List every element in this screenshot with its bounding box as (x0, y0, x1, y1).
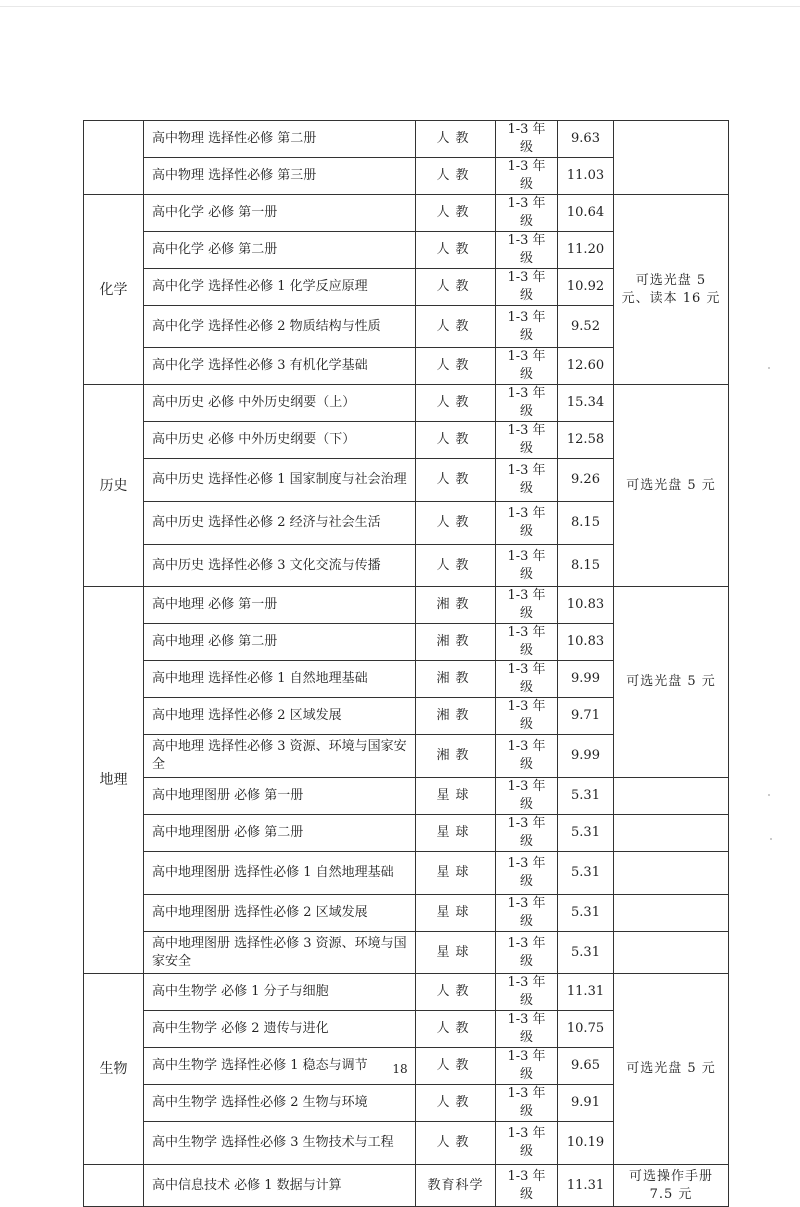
grade: 1-3 年级 (496, 385, 558, 422)
publisher: 湘教 (416, 661, 496, 698)
note-cell-empty (614, 778, 729, 815)
book-title: 高中生物学 必修 1 分子与细胞 (144, 974, 416, 1011)
book-title: 高中化学 选择性必修 3 有机化学基础 (144, 348, 416, 385)
grade: 1-3 年级 (496, 269, 558, 306)
price: 11.03 (558, 158, 614, 195)
price: 5.31 (558, 895, 614, 932)
price: 12.60 (558, 348, 614, 385)
price: 9.99 (558, 661, 614, 698)
subject-cell: 历史 (84, 385, 144, 587)
book-title: 高中历史 选择性必修 2 经济与社会生活 (144, 502, 416, 545)
price: 5.31 (558, 815, 614, 852)
grade: 1-3 年级 (496, 624, 558, 661)
grade: 1-3 年级 (496, 348, 558, 385)
price: 10.19 (558, 1122, 614, 1165)
grade: 1-3 年级 (496, 1122, 558, 1165)
price: 5.31 (558, 778, 614, 815)
price: 5.31 (558, 852, 614, 895)
publisher: 人教 (416, 121, 496, 158)
grade: 1-3 年级 (496, 1165, 558, 1207)
publisher: 人教 (416, 232, 496, 269)
note-cell-empty (614, 932, 729, 974)
book-title: 高中物理 选择性必修 第二册 (144, 121, 416, 158)
price: 8.15 (558, 545, 614, 587)
grade: 1-3 年级 (496, 502, 558, 545)
grade: 1-3 年级 (496, 158, 558, 195)
publisher: 星球 (416, 852, 496, 895)
grade: 1-3 年级 (496, 895, 558, 932)
book-title: 高中化学 选择性必修 2 物质结构与性质 (144, 306, 416, 348)
table-row (84, 778, 729, 815)
price: 10.83 (558, 624, 614, 661)
book-title: 高中生物学 选择性必修 1 稳态与调节 (144, 1048, 416, 1085)
book-title: 高中历史 必修 中外历史纲要（下） (144, 422, 416, 459)
publisher: 人教 (416, 545, 496, 587)
grade: 1-3 年级 (496, 815, 558, 852)
price: 9.99 (558, 735, 614, 778)
note-cell-empty (614, 895, 729, 932)
book-title: 高中信息技术 必修 1 数据与计算 (144, 1165, 416, 1207)
scan-speck (768, 367, 770, 369)
price: 8.15 (558, 502, 614, 545)
publisher: 湘教 (416, 698, 496, 735)
subject-cell (84, 1165, 144, 1207)
grade: 1-3 年级 (496, 545, 558, 587)
publisher: 人教 (416, 1048, 496, 1085)
table-row (84, 852, 729, 895)
grade: 1-3 年级 (496, 121, 558, 158)
subject-cell: 化学 (84, 195, 144, 385)
note-cell: 可选光盘 5 元 (614, 974, 729, 1165)
price: 10.75 (558, 1011, 614, 1048)
grade: 1-3 年级 (496, 778, 558, 815)
note-cell (614, 121, 729, 195)
publisher: 人教 (416, 1085, 496, 1122)
note-cell: 可选光盘 5 元 (614, 385, 729, 587)
publisher: 人教 (416, 422, 496, 459)
book-title: 高中地理 选择性必修 2 区域发展 (144, 698, 416, 735)
price: 9.91 (558, 1085, 614, 1122)
publisher: 人教 (416, 195, 496, 232)
table-row (84, 195, 729, 232)
grade: 1-3 年级 (496, 661, 558, 698)
book-title: 高中地理图册 选择性必修 2 区域发展 (144, 895, 416, 932)
price: 9.52 (558, 306, 614, 348)
note-cell-empty (614, 852, 729, 895)
price: 5.31 (558, 932, 614, 974)
book-title: 高中化学 必修 第二册 (144, 232, 416, 269)
price: 10.92 (558, 269, 614, 306)
book-title: 高中历史 必修 中外历史纲要（上） (144, 385, 416, 422)
price: 15.34 (558, 385, 614, 422)
book-title: 高中化学 必修 第一册 (144, 195, 416, 232)
grade: 1-3 年级 (496, 587, 558, 624)
publisher: 人教 (416, 974, 496, 1011)
price: 9.63 (558, 121, 614, 158)
grade: 1-3 年级 (496, 422, 558, 459)
book-title: 高中地理 选择性必修 3 资源、环境与国家安全 (144, 735, 416, 778)
grade: 1-3 年级 (496, 1085, 558, 1122)
note-cell: 可选操作手册 7.5 元 (614, 1165, 729, 1207)
grade: 1-3 年级 (496, 852, 558, 895)
table-row (84, 587, 729, 624)
table-row (84, 385, 729, 422)
subject-cell: 生物 (84, 974, 144, 1165)
price: 11.31 (558, 974, 614, 1011)
publisher: 人教 (416, 158, 496, 195)
publisher: 星球 (416, 778, 496, 815)
grade: 1-3 年级 (496, 698, 558, 735)
subject-cell (84, 121, 144, 195)
book-title: 高中历史 选择性必修 3 文化交流与传播 (144, 545, 416, 587)
grade: 1-3 年级 (496, 232, 558, 269)
book-title: 高中地理图册 选择性必修 1 自然地理基础 (144, 852, 416, 895)
book-title: 高中地理图册 必修 第一册 (144, 778, 416, 815)
price: 9.71 (558, 698, 614, 735)
grade: 1-3 年级 (496, 195, 558, 232)
grade: 1-3 年级 (496, 735, 558, 778)
table-row (84, 895, 729, 932)
table-row (84, 121, 729, 158)
price: 9.65 (558, 1048, 614, 1085)
price: 10.83 (558, 587, 614, 624)
publisher: 湘教 (416, 735, 496, 778)
book-title: 高中生物学 选择性必修 2 生物与环境 (144, 1085, 416, 1122)
grade: 1-3 年级 (496, 459, 558, 502)
price: 10.64 (558, 195, 614, 232)
publisher: 湘教 (416, 624, 496, 661)
page-number: 18 (392, 1062, 408, 1076)
publisher: 人教 (416, 306, 496, 348)
book-title: 高中历史 选择性必修 1 国家制度与社会治理 (144, 459, 416, 502)
book-title: 高中地理 必修 第一册 (144, 587, 416, 624)
book-title: 高中物理 选择性必修 第三册 (144, 158, 416, 195)
publisher: 人教 (416, 348, 496, 385)
textbook-price-table (83, 120, 729, 1207)
book-title: 高中地理图册 选择性必修 3 资源、环境与国家安全 (144, 932, 416, 974)
publisher: 星球 (416, 932, 496, 974)
book-title: 高中生物学 选择性必修 3 生物技术与工程 (144, 1122, 416, 1165)
grade: 1-3 年级 (496, 1011, 558, 1048)
grade: 1-3 年级 (496, 1048, 558, 1085)
table-row (84, 1165, 729, 1207)
publisher: 湘教 (416, 587, 496, 624)
table-row (84, 815, 729, 852)
publisher: 星球 (416, 895, 496, 932)
note-cell: 可选光盘 5 元、读本 16 元 (614, 195, 729, 385)
table-row (84, 932, 729, 974)
price: 11.20 (558, 232, 614, 269)
publisher: 人教 (416, 1122, 496, 1165)
grade: 1-3 年级 (496, 932, 558, 974)
scan-speck (768, 794, 770, 796)
note-cell-empty (614, 815, 729, 852)
price: 12.58 (558, 422, 614, 459)
book-title: 高中化学 选择性必修 1 化学反应原理 (144, 269, 416, 306)
grade: 1-3 年级 (496, 974, 558, 1011)
scan-speck (770, 838, 772, 840)
grade: 1-3 年级 (496, 306, 558, 348)
table-row (84, 974, 729, 1011)
publisher: 人教 (416, 459, 496, 502)
book-title: 高中地理 必修 第二册 (144, 624, 416, 661)
book-title: 高中地理图册 必修 第二册 (144, 815, 416, 852)
price: 9.26 (558, 459, 614, 502)
publisher: 教育科学 (416, 1165, 496, 1207)
book-title: 高中地理 选择性必修 1 自然地理基础 (144, 661, 416, 698)
page-top-edge (0, 6, 800, 7)
subject-cell: 地理 (84, 587, 144, 974)
publisher: 人教 (416, 385, 496, 422)
note-cell: 可选光盘 5 元 (614, 587, 729, 778)
book-title: 高中生物学 必修 2 遗传与进化 (144, 1011, 416, 1048)
publisher: 人教 (416, 1011, 496, 1048)
publisher: 星球 (416, 815, 496, 852)
publisher: 人教 (416, 269, 496, 306)
publisher: 人教 (416, 502, 496, 545)
price: 11.31 (558, 1165, 614, 1207)
